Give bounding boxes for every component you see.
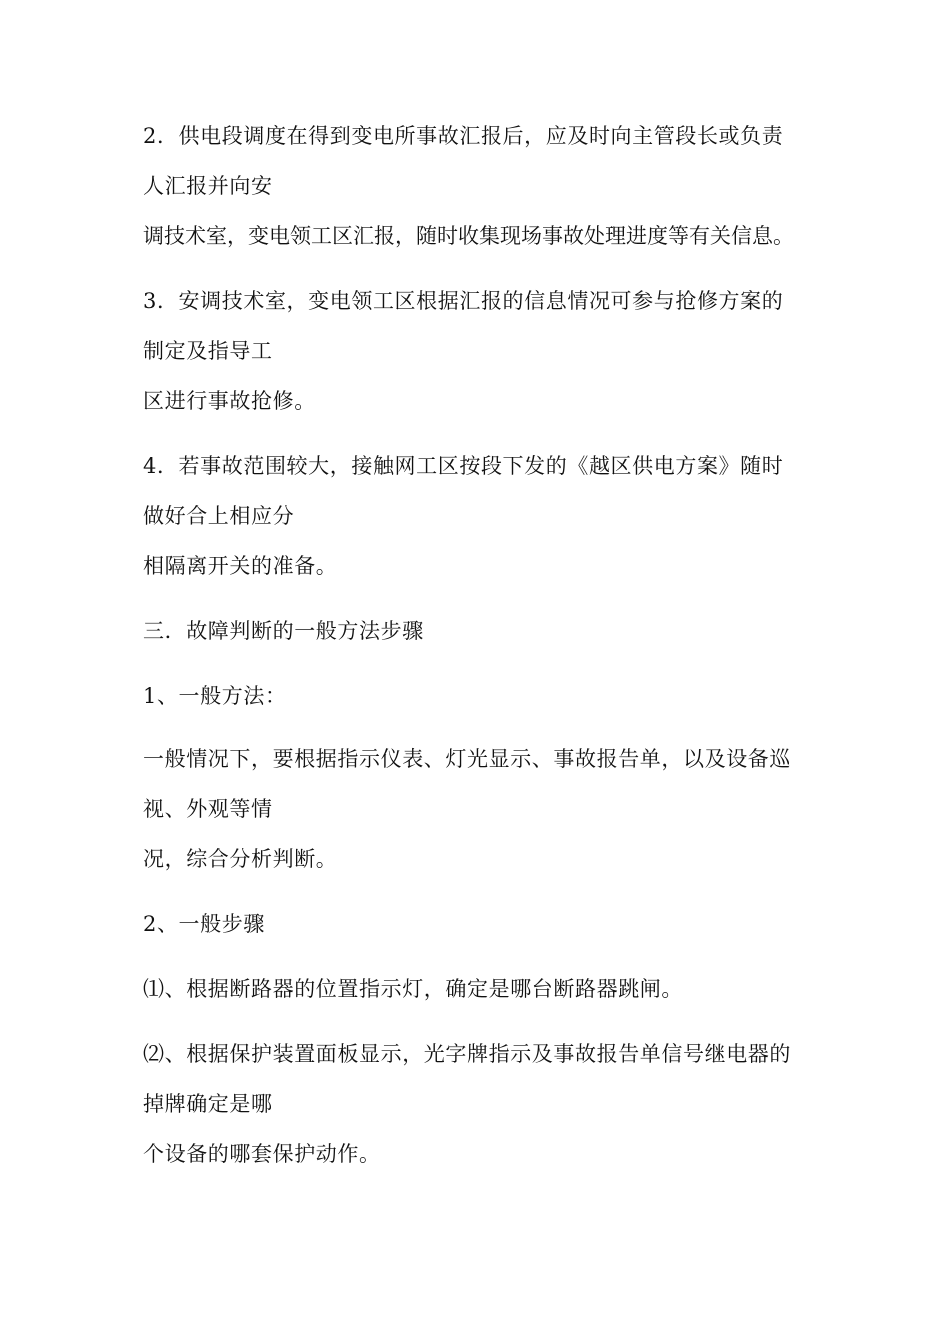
method-line-1: 一般情况下，要根据指示仪表、灯光显示、事故报告单，以及设备巡 [143,747,791,771]
paragraph-2-line-2: 人汇报并向安 [143,174,273,198]
paragraph-4-line-2: 做好合上相应分 [143,504,295,528]
step-2-line-2: 掉牌确定是哪 [143,1092,273,1116]
subheading-general-steps: 2、一般步骤 [143,912,265,936]
step-2-line-1: ⑵、根据保护装置面板显示，光字牌指示及事故报告单信号继电器的 [143,1042,791,1066]
subheading-general-method: 1、一般方法： [143,684,287,708]
paragraph-4-line-3: 相隔离开关的准备。 [143,554,338,578]
step-1: ⑴、根据断路器的位置指示灯，确定是哪台断路器跳闸。 [143,977,683,1001]
paragraph-3-line-3: 区进行事故抢修。 [143,389,316,413]
paragraph-3-line-1: 3．安调技术室，变电领工区根据汇报的信息情况可参与抢修方案的 [143,289,784,313]
step-2-line-3: 个设备的哪套保护动作。 [143,1142,381,1166]
method-line-3: 况，综合分析判断。 [143,847,338,871]
paragraph-2-line-3: 调技术室，变电领工区汇报，随时收集现场事故处理进度等有关信息。 [143,224,794,248]
section-heading-3: 三．故障判断的一般方法步骤 [143,619,424,643]
paragraph-2-line-1: 2．供电段调度在得到变电所事故汇报后，应及时向主管段长或负责 [143,124,784,148]
paragraph-3-line-2: 制定及指导工 [143,339,273,363]
paragraph-4-line-1: 4．若事故范围较大，接触网工区按段下发的《越区供电方案》随时 [143,454,784,478]
method-line-2: 视、外观等情 [143,797,273,821]
